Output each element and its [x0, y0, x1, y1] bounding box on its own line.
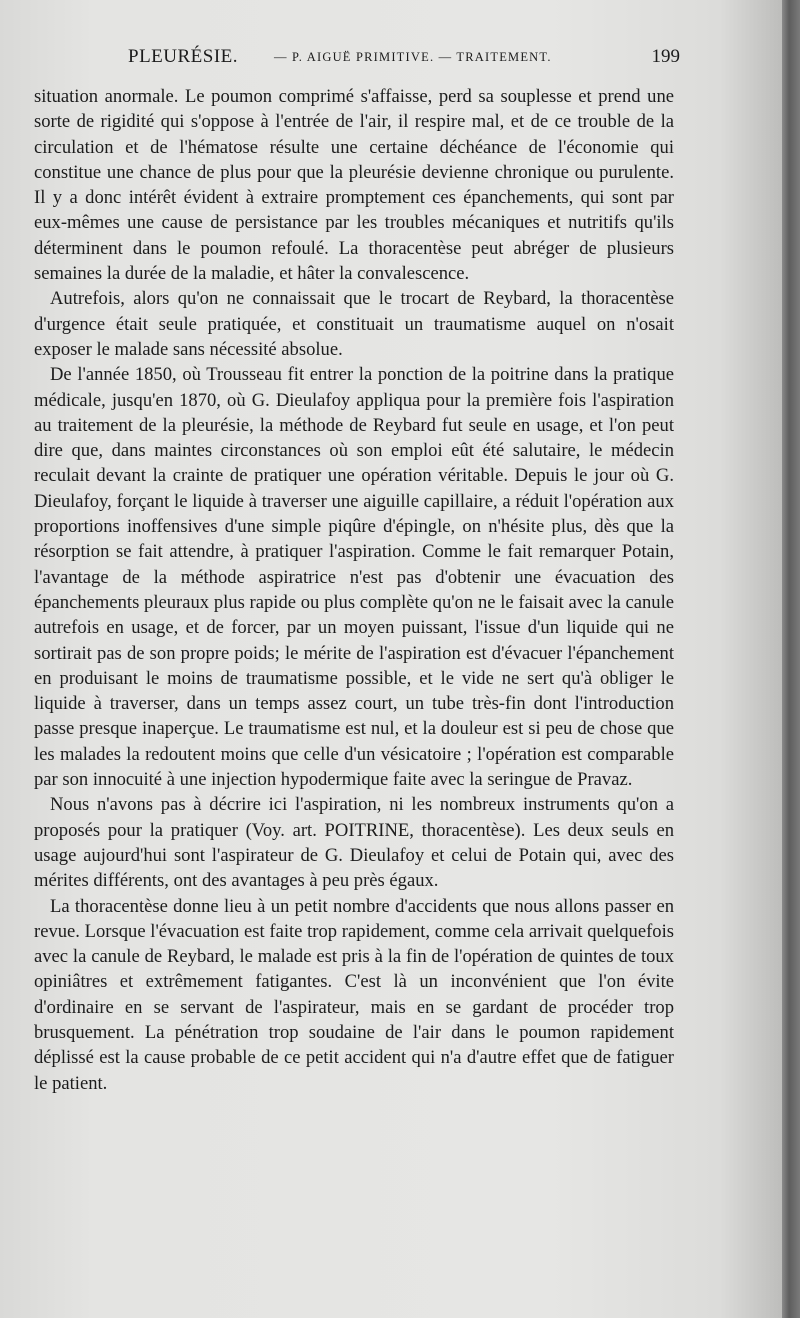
paragraph-3: De l'année 1850, où Trousseau fit entrer la ponction de la poitrine dans la pratique médicale, jusqu'en 1870, où G. Dieulafoy appliqua pour la première fois l'aspiration au traitement de la pleurésie, la méthode de Reybard fut seule en usage, et l'on peut dire que, dans maintes circonstances où son emploi eût été salutaire, le médecin reculait devant la crainte de pratiquer une opération véritable. Depuis le jour où G. Dieulafoy, forçant le liquide à traverser une aiguille capillaire, a réduit l'opération aux proportions inoffensives d'une simple piqûre d'épingle, on n'hésite plus, dès que la résorption se fait attendre, à pratiquer l'aspiration. Comme le fait remarquer Potain, l'avantage de la méthode aspiratrice n'est pas d'obtenir une évacuation des épanchements pleuraux plus rapide ou plus complète qu'on ne le faisait avec la canule autrefois en usage, et de forcer, par un moyen puissant, l'issue d'un liquide qui ne sortirait pas de son propre poids; le mérite de l'aspiration est d'évacuer l'épanchement en produisant le moins de traumatisme possible, et le vide ne sert qu'à obliger le liquide à traverser, dans un temps assez court, un tube très-fin dont l'introduction passe presque inaperçue. Le traumatisme est nul, et la douleur est si peu de chose que les malades la redoutent moins que celle d'un vésicatoire ; l'opération est comparable par son innocuité à une injection hypodermique faite avec la seringue de Pravaz. — [34, 364, 674, 791]
page-number: 199 — [651, 46, 680, 67]
body-text — [34, 84, 674, 1096]
page-edge-shadow — [782, 0, 800, 1318]
running-header — [34, 46, 680, 74]
paragraph-2: Autrefois, alors qu'on ne connaissait que le trocart de Reybard, la thoracentèse d'urgence était seule pratiquée, et constituait un traumatisme auquel on n'osait exposer le malade sans nécessité absolue. — [34, 288, 674, 360]
header-subtitle: — P. AIGUË PRIMITIVE. — TRAITEMENT. — [274, 50, 552, 64]
header-title: PLEURÉSIE. — [128, 46, 239, 67]
paragraph-1: situation anormale. Le poumon comprimé s'affaisse, perd sa souplesse et prend une sorte de rigidité qui s'oppose à l'entrée de l'air, il respire mal, et de ce trouble de la circulation et de l'hématose résulte une certaine déchéance de l'économie qui constitue une chance de plus pour que la pleurésie devienne chronique ou purulente. Il y a donc intérêt évident à extraire promptement ces épanchements, qui sont par eux-mêmes une cause de persistance par les troubles mécaniques et nutritifs qu'ils déterminent dans le poumon refoulé. La thoracentèse peut abréger de plusieurs semaines la durée de la maladie, et hâter la convalescence. — [34, 86, 674, 285]
paragraph-4: Nous n'avons pas à décrire ici l'aspiration, ni les nombreux instruments qu'on a proposés pour la pratiquer (Voy. art. POITRINE, thoracentèse). Les deux seuls en usage aujourd'hui sont l'aspirateur de G. Dieulafoy et celui de Potain qui, avec des mérites différents, ont des avantages à peu près égaux. — [34, 794, 674, 892]
paragraph-5: La thoracentèse donne lieu à un petit nombre d'accidents que nous allons passer en revue. Lorsque l'évacuation est faite trop rapidement, comme cela arrivait quelquefois avec la canule de Reybard, le malade est pris à la fin de l'opération de quintes de toux opiniâtres et extrêmement fatigantes. C'est là un inconvénient que l'on évite d'ordinaire en se servant de l'aspirateur, mais en se gardant de procéder trop brusquement. La pénétration trop soudaine de l'air dans le poumon rapidement déplissé est la cause probable de ce petit accident qui n'a d'autre effet que de fatiguer le patient. — [34, 895, 674, 1094]
